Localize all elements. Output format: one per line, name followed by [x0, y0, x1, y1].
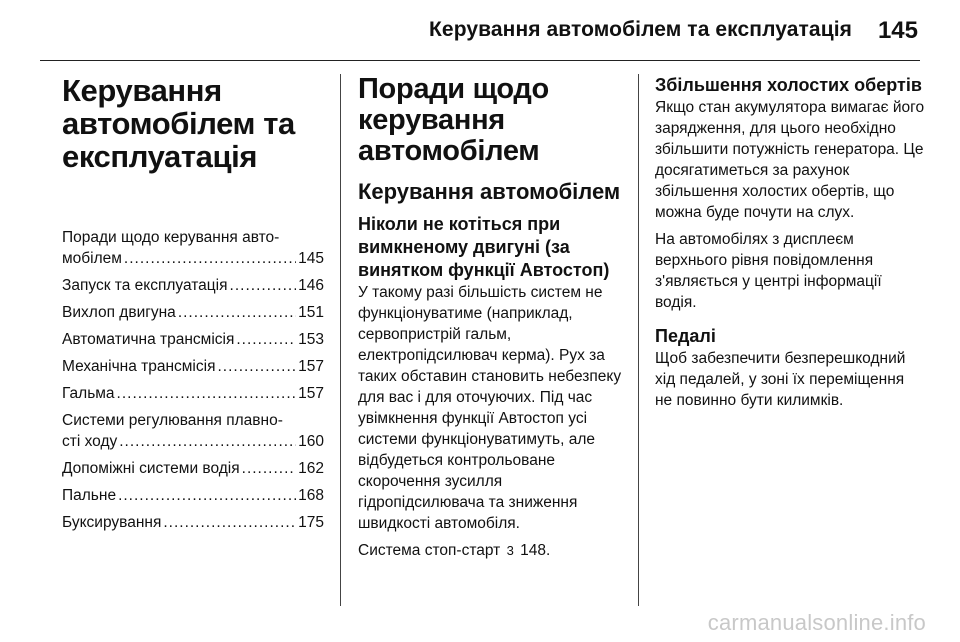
toc-page-number: 160 — [298, 433, 324, 450]
chapter-column — [62, 74, 324, 606]
toc-item[interactable]: Гальма ..... 157 — [62, 383, 324, 404]
toc-page-number: 157 — [298, 358, 324, 375]
toc-page-number: 168 — [298, 487, 324, 504]
running-title: Керування автомобілем та експлуатація — [429, 18, 852, 41]
toc-page-number: 157 — [298, 385, 324, 402]
toc-leader — [242, 458, 296, 479]
toc-page-number: 175 — [298, 514, 324, 531]
toc-page-number: 145 — [298, 250, 324, 267]
toc-page-number: 151 — [298, 304, 324, 321]
toc-page-number: 146 — [298, 277, 324, 294]
toc-leader — [119, 431, 296, 452]
toc-leader — [117, 383, 297, 404]
pedals-heading: Педалі — [655, 326, 716, 346]
toc-item[interactable]: Вихлоп двигуна ..... 151 — [62, 302, 324, 323]
toc-leader — [236, 329, 296, 350]
never-coast-body: У такому разі більшість систем не функціонуватиме (наприклад, сервопристрій гальм, електропідсилювач керма). Рух за таких обставин становить небезпеку для вас і для оточуючих. Під час увімкнення функції Автостоп усі системи функціонуватимуть, але відбудеться контрольоване скорочення зусилля гідропідсилювача та зниження швидкості автомобіля. — [358, 284, 622, 532]
page-number: 145 — [877, 17, 918, 44]
never-coast-heading: Ніколи не котіться при вимкненому двигуні (за винятком функції Автостоп) — [358, 214, 610, 280]
table-of-contents — [62, 227, 324, 533]
idle-speed-display-note: На автомобілях з дисплеєм верхнього рівня повідомлення з'являється у центрі інформації водія. — [655, 231, 882, 311]
idle-speed-body: Якщо стан акумулятора вимагає його зарядження, для цього необхідно збільшити потужність генератора. Це досягатиметься за рахунок збільшення холостих обертів, що можна буде почути на слух. — [655, 99, 925, 221]
toc-leader — [230, 275, 297, 296]
right-column — [655, 74, 925, 606]
toc-page-number: 153 — [298, 331, 324, 348]
toc-item[interactable]: Поради щодо керування авто- мобілем ..... 145 — [62, 227, 324, 269]
reference-label: Система стоп-старт — [358, 542, 501, 559]
section-column — [358, 74, 628, 606]
section-title: Поради щодо керування автомобілем — [358, 73, 549, 167]
toc-leader — [118, 485, 296, 506]
idle-speed-heading: Збільшення холостих обертів — [655, 75, 922, 95]
reference-arrow-icon: 3 — [506, 543, 514, 558]
watermark: carmanualsonline.info — [707, 610, 926, 635]
toc-leader — [124, 248, 296, 269]
toc-item[interactable]: Допоміжні системи водія ..... 162 — [62, 458, 324, 479]
toc-leader — [163, 512, 296, 533]
column-divider — [638, 74, 639, 606]
toc-item[interactable]: Механічна трансмісія ..... 157 — [62, 356, 324, 377]
toc-page-number: 162 — [298, 460, 324, 477]
pedals-body: Щоб забезпечити безперешкодний хід педалей, у зоні їх переміщення не повинно бути килимків. — [655, 350, 906, 409]
toc-item[interactable]: Автоматична трансмісія ..... 153 — [62, 329, 324, 350]
page-header — [0, 0, 960, 62]
cross-reference[interactable] — [358, 540, 628, 561]
toc-item[interactable]: Пальне ..... 168 — [62, 485, 324, 506]
toc-leader — [217, 356, 296, 377]
chapter-title: Керування автомобілем та експлуатація — [62, 73, 295, 174]
subsection-title: Керування автомобілем — [358, 179, 621, 204]
toc-item[interactable]: Буксирування ..... 175 — [62, 512, 324, 533]
reference-page: 148. — [520, 542, 551, 559]
header-divider — [40, 60, 920, 61]
toc-item[interactable]: Системи регулювання плавно- сті ходу ..... 160 — [62, 410, 324, 452]
column-divider — [340, 74, 341, 606]
toc-leader — [178, 302, 296, 323]
toc-item[interactable]: Запуск та експлуатація ..... 146 — [62, 275, 324, 296]
